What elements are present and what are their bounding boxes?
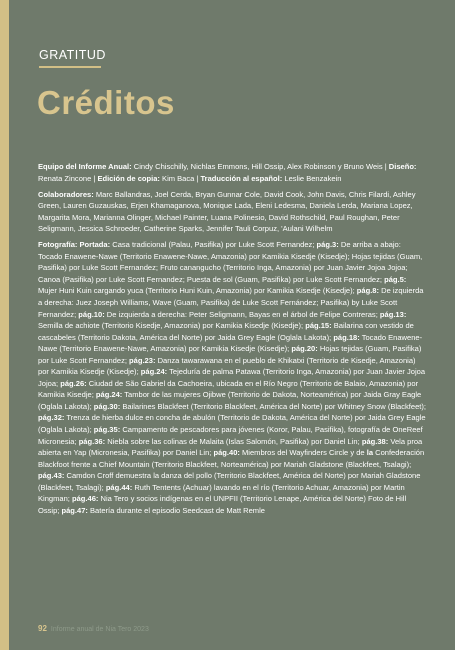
photo-credit-page-ref: pág.38: xyxy=(361,436,389,446)
photo-credit-page-ref: la xyxy=(366,448,374,458)
photography-label: Fotografía: xyxy=(38,240,78,250)
photo-credit-text: Semilla de achiote (Territorio Kisedje, Amazonia) por Kamikia Kisedje (Kisedje); xyxy=(38,321,306,331)
accent-side-bar xyxy=(0,0,9,650)
photo-credit-text: De arriba a abajo: Tocado Enawene-Nawe (Territorio Enawene-Nawe, Amazonia) por Kamikia Kisedje (Kisedje); Hojas tejidas (Guam, Pasifika) por Luke Scott Fernandez; Fruto canangucho (Territorio Inga, Amazonia) por Juan Javier Jojoa Jojoa; Canoa (Pasifika) por Luke Scott Fernandez; Puesta de sol (Guam, Pasifika) por Luke Scott Fernandez; xyxy=(38,240,423,284)
photo-credit-text: Vela proa abierta en Yap (Micronesia, Pasifika) por Daniel Lin; xyxy=(38,436,423,458)
photo-credit-text: Hojas tejidas (Guam, Pasifika) por Luke Scott Fernandez; xyxy=(38,344,422,365)
photo-credit-page-ref: Portada: xyxy=(77,240,111,250)
photo-credit-page-ref: pág.46: xyxy=(71,494,99,504)
design-value: Renata Zincone | xyxy=(38,173,98,183)
photo-credit-page-ref: pág.8: xyxy=(356,286,380,296)
credits-body xyxy=(38,161,426,521)
photo-credit-text: Bailarina con vestido de cascabeles (Territorio Dakota, América del Norte) por Jaida Grey Eagle (Oglala Lakota); xyxy=(38,321,414,342)
photo-credit-text: Miembros del Wayfinders Circle y de xyxy=(239,448,367,458)
copy-edit-value: Kim Baca | xyxy=(162,173,201,183)
photo-credit-text: Ciudad de São Gabriel da Cachoeira, ubicada en el Río Negro (Territorio de Balaio, Amazonia) por Kamikia Kisedje; xyxy=(38,378,419,400)
annual-report-credits xyxy=(38,161,426,184)
photo-credit-page-ref: pág.10: xyxy=(78,309,105,319)
photo-credit-text: Bailarines Blackfeet (Territorio Blackfeet, América del Norte) por Whitney Snow (Blackfeet); xyxy=(120,401,426,411)
photo-credit-text: Danza tawarawana en el pueblo de Khikatxi (Territorio de Kisedje, Amazonia) por Kamikia Kisedje (Kisedje); xyxy=(38,355,416,377)
photo-credit-text: Tocado Enawene-Nawe (Territorio Enawene-Nawe, Amazonia) por Kamikia Kisedje (Kisedje); xyxy=(38,332,423,354)
photo-credit-page-ref: pág.26: xyxy=(60,378,87,388)
photo-credit-page-ref: pág.20: xyxy=(291,344,318,354)
collaborators-label: Colaboradores: xyxy=(38,189,94,199)
photo-credit-text: Trenza de hierba dulce en concha de abulón (Territorio de Dakota, América del Norte) por Jaida Grey Eagle (Oglala Lakota); xyxy=(38,413,426,435)
photo-credit-page-ref: pág.36: xyxy=(78,436,106,446)
translation-value: Leslie Benzakein xyxy=(284,173,342,183)
copy-edit-label: Edición de copia: xyxy=(97,173,160,183)
photo-credit-text: De izquierda a derecha: Juez Joseph Williams, Wave (Guam, Pasifika) de Luke Scott Fernández; Pasifika) by Luke Scott Fernandez; xyxy=(38,286,424,319)
photo-credit-page-ref: pág.3: xyxy=(316,240,339,250)
section-divider xyxy=(39,66,101,68)
photo-credit-page-ref: pág.44: xyxy=(105,482,133,492)
page-footer xyxy=(38,624,149,633)
photo-credit-text: Tejeduría de palma Patawa (Territorio Inga, Amazonia) por Juan Javier Jojoa Jojoa; xyxy=(38,367,426,388)
photo-credit-page-ref: pág.24: xyxy=(140,367,168,377)
photo-credit-text: De izquierda a derecha: Peter Seligmann, Bayas en el árbol de Felipe Contreras; xyxy=(104,309,380,319)
photo-credit-page-ref: pág.24: xyxy=(95,390,123,400)
photo-credit-page-ref: pág.18: xyxy=(333,332,360,342)
photo-credit-text: Batería durante el episodio Seedcast de Matt Remle xyxy=(87,505,265,515)
photo-credit-text: Niebla sobre las colinas de Malaita (Islas Salomón, Pasifika) por Daniel Lin; xyxy=(105,436,362,446)
photo-credit-text: Confederación Blackfoot frente a Chief Mountain (Territorio Blackfeet, Norteamérica) por Mariah Gladstone (Blackfeet, Tsalagi); xyxy=(38,448,425,469)
photo-credit-text: Campamento de pescadores para jóvenes (Koror, Palau, Pasifika), fotografía de OneReef Micronesia; xyxy=(38,425,423,446)
section-label: GRATITUD xyxy=(39,48,106,62)
annual-report-value: Cindy Chischilly, Nichlas Emmons, Hill Ossip, Alex Robinson y Bruno Weis | xyxy=(133,162,389,171)
page-number: 92 xyxy=(38,624,47,633)
photo-credit-text: Casa tradicional (Palau, Pasifika) por Luke Scott Fernandez; xyxy=(110,240,317,250)
photo-credit-page-ref: pág.13: xyxy=(379,309,407,319)
photo-credit-page-ref: pág.32: xyxy=(38,413,65,423)
photo-credit-text: Ruth Tentents (Achuar) lavando en el río (Territorio Achuar, Amazonia) por Martin Kingman; xyxy=(38,482,405,504)
photo-credit-text: Mujer Huni Kuin cargando yuca (Territorio Huni Kuin, Amazonia) por Kamikia Kisedje (Kisedje); xyxy=(38,286,357,296)
photo-credit-page-ref: pág.30: xyxy=(93,401,121,411)
photo-credit-page-ref: pág.47: xyxy=(61,505,88,515)
photo-credit-page-ref: pág.15: xyxy=(305,321,332,331)
collaborators-value: Marc Ballandras, Joel Cerda, Bryan Gunnar Cole, David Cook, John Davis, Chris Filardi, Ashley Green, Lauren Guzauskas, Erjen Khamaganova, Monique Lada, Eleni Ledesma, Daniela Lerda, Mariana Lopez, Margarita Mora, Marianna Olinger, Michael Painter, Luana Polinesio, David Rothschild, Paul Roughan, Peter Seligmann, Jessica Schroeder, Catherine Sparks, Jennifer Tauli Corpuz, 'Aulani Wilhelm xyxy=(38,189,416,234)
photo-credit-text: Camdon Croff demuestra la danza del pollo (Territorio Blackfeet, América del Norte) por Mariah Gladstone (Blackfeet, Tsalagi); xyxy=(38,471,421,492)
photo-credit-page-ref: pág.5: xyxy=(384,274,407,284)
annual-report-label: Equipo del Informe Anual: xyxy=(38,162,132,171)
collaborators-credits xyxy=(38,189,426,235)
photo-credit-page-ref: pág.43: xyxy=(38,471,65,481)
design-label: Diseño: xyxy=(388,162,417,171)
photo-credit-text: Nia Tero y socios indígenas en el UNPFII (Territorio Lenape, América del Norte) Foto de Hill Ossip; xyxy=(38,494,407,515)
photo-credit-page-ref: pág.23: xyxy=(129,355,156,365)
photo-credit-page-ref: pág.40: xyxy=(213,448,240,458)
footer-text: Informe anual de Nia Tero 2023 xyxy=(50,626,149,633)
page-title: Créditos xyxy=(37,84,175,121)
photo-credit-text: Tambor de las mujeres Ojibwe (Territorio de Dakota, Norteamérica) por Jaida Gray Eagle (Oglala Lakota); xyxy=(38,390,422,411)
photography-credits xyxy=(38,239,426,516)
photo-credit-page-ref: pág.35: xyxy=(93,425,121,435)
translation-label: Traducción al español: xyxy=(200,173,283,183)
